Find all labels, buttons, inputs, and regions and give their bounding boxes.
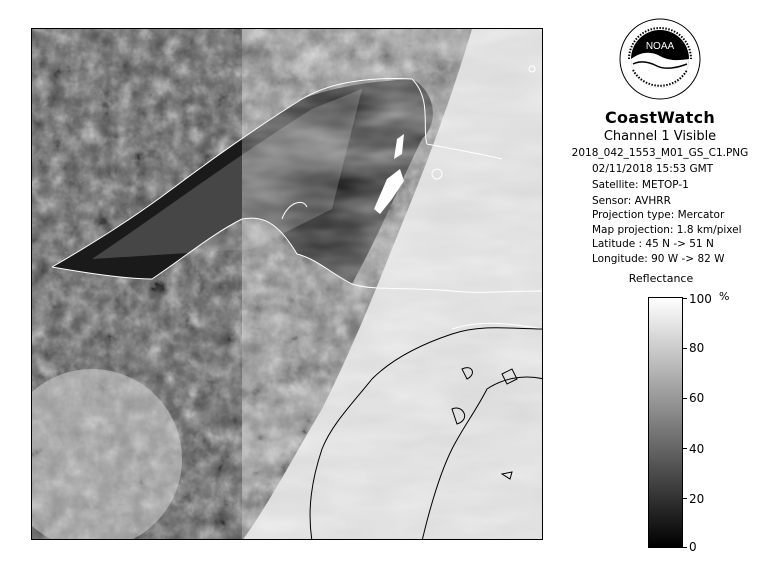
colorbar <box>648 297 683 548</box>
noaa-logo <box>619 18 701 100</box>
logo-text: NOAA <box>645 41 675 52</box>
longitude-label: Longitude: 90 W -> 82 W <box>592 253 725 265</box>
satellite-image-map <box>31 28 543 540</box>
sensor-label: Sensor: AVHRR <box>592 195 671 207</box>
colorbar-tick <box>683 298 687 299</box>
colorbar-tick-label: 60 <box>689 391 705 405</box>
map-svg <box>32 29 543 540</box>
colorbar-tick-label: 100 <box>689 292 712 306</box>
colorbar-tick <box>683 547 687 548</box>
colorbar-tick <box>683 448 687 449</box>
colorbar-tick-label: 20 <box>689 492 705 506</box>
colorbar-tick <box>683 348 687 349</box>
filename-label: 2018_042_1553_M01_GS_C1.PNG <box>571 147 749 159</box>
colorbar-tick-label: 40 <box>689 442 705 456</box>
map-projection-label: Map projection: 1.8 km/pixel <box>592 224 742 236</box>
projection-type-label: Projection type: Mercator <box>592 209 725 221</box>
app-title: CoastWatch <box>604 108 716 127</box>
noaa-logo-icon <box>619 18 701 100</box>
colorbar-tick-label: 80 <box>689 341 705 355</box>
colorbar-tick <box>683 498 687 499</box>
channel-label: Channel 1 Visible <box>603 129 717 144</box>
colorbar-tick <box>683 398 687 399</box>
datetime-label: 02/11/2018 15:53 GMT <box>592 163 714 175</box>
colorbar-title: Reflectance <box>628 272 694 285</box>
latitude-label: Latitude : 45 N -> 51 N <box>592 238 714 250</box>
colorbar-tick-label: 0 <box>689 540 697 554</box>
colorbar-unit: % <box>719 290 730 303</box>
satellite-label: Satellite: METOP-1 <box>592 179 689 191</box>
